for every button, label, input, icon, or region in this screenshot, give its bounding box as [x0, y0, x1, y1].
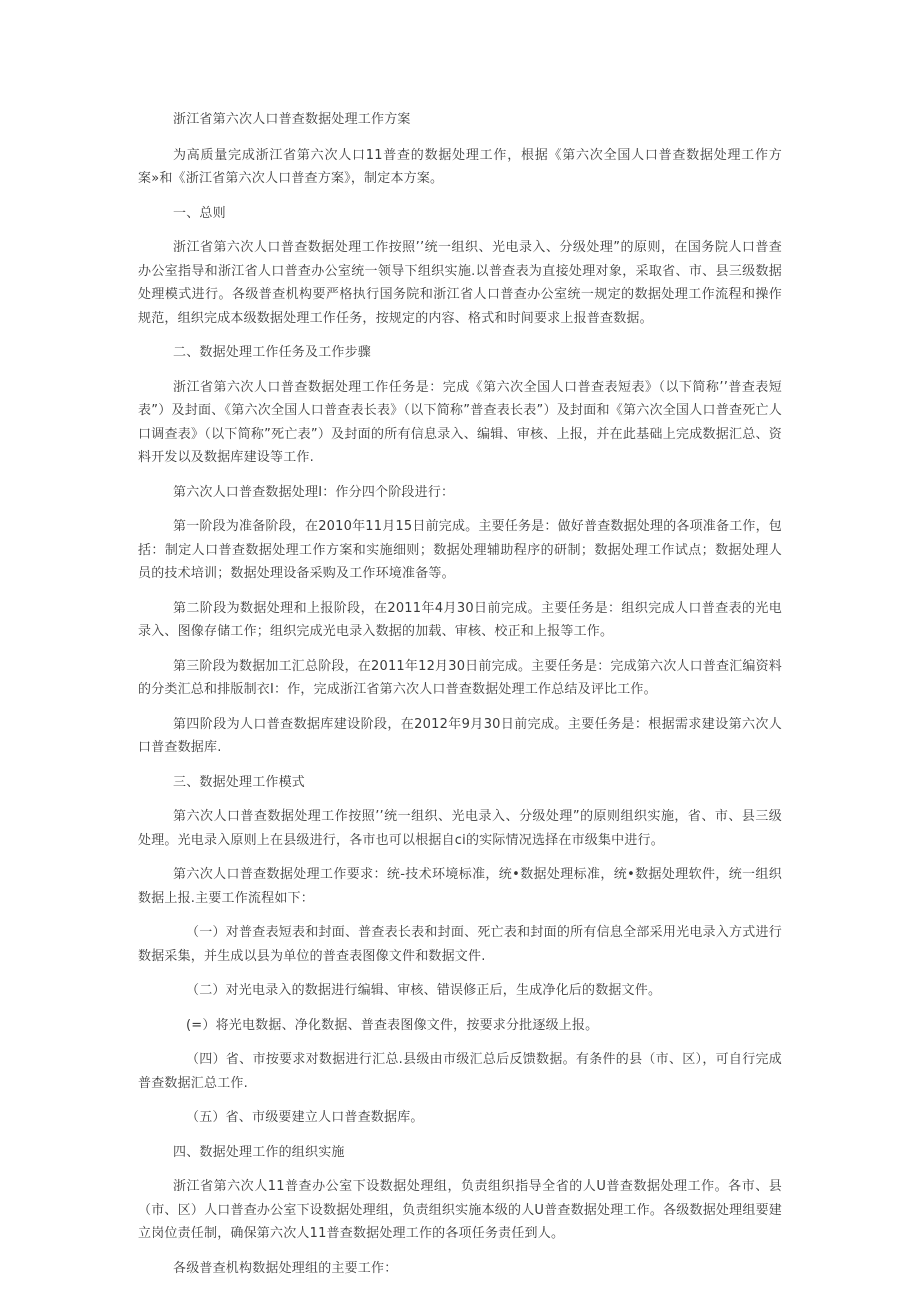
intro-paragraph: 为高质量完成浙江省第六次人口11普查的数据处理工作，根据《第六次全国人口普查数据处理工作方案»和《浙江省第六次人口普查方案》，制定本方案。	[138, 147, 782, 186]
document-page	[138, 108, 782, 1291]
stage-one-paragraph: 第一阶段为准备阶段，在2010年11月15日前完成。主要任务是：做好普查数据处理的各项准备工作，包括：制定人口普查数据处理工作方案和实施细则；数据处理辅助程序的研制；数据处理工作试点；数据处理人员的技术培训；数据处理设备采购及工作环境准备等。	[138, 519, 782, 581]
general-paragraph: 浙江省第六次人口普查数据处理工作按照’’统一组织、光电录入、分级处理”的原则，在国务院人口普查办公室指导和浙江省人口普查办公室统一领导下组织实施.以普查表为直接处理对象，采取省、市、县三级数据处理模式进行。各级普查机构要严格执行国务院和浙江省人口普查办公室统一规定的数据处理工作流程和操作规范，组织完成本级数据处理工作任务，按规定的内容、格式和时间要求上报普查数据。	[138, 240, 782, 326]
mode-paragraph: 第六次人口普查数据处理工作按照’’统一组织、光电录入、分级处理”的原则组织实施，省、市、县三级处理。光电录入原则上在县级进行，各市也可以根据自ci的实际情况选择在市级集中进行。	[138, 809, 782, 848]
tasks-paragraph: 浙江省第六次人口普查数据处理工作任务是：完成《第六次全国人口普查表短表》（以下简称’’普查表短表”）及封面、《第六次全国人口普查表长表》（以下简称”普查表长表”）及封面和《第六次全国人口普查死亡人口调查表》（以下简称”死亡表”）及封面的所有信息录入、编辑、审核、上报，并在此基础上完成数据汇总、资料开发以及数据库建设等工作.	[138, 379, 782, 465]
list-item-four: （四）省、市按要求对数据进行汇总.县级由市级汇总后反馈数据。有条件的县（市、区），可自行完成普查数据汇总工作.	[138, 1052, 782, 1091]
section-heading-mode: 三、数据处理工作模式	[173, 774, 306, 790]
document-title: 浙江省第六次人口普查数据处理工作方案	[173, 112, 411, 127]
list-item-five: （五）省、市级要建立人口普查数据库。	[186, 1110, 424, 1125]
main-work-paragraph: 各级普查机构数据处理组的主要工作：	[173, 1260, 398, 1276]
requirements-paragraph: 第六次人口普查数据处理工作要求：统-技术环境标准，统•数据处理标准，统•数据处理软件，统一组织数据上报.主要工作流程如下：	[138, 867, 782, 906]
stage-three-paragraph: 第三阶段为数据加工汇总阶段，在2011年12月30日前完成。主要任务是：完成第六次人口普查汇编资料的分类汇总和排版制衣I：作，完成浙江省第六次人口普查数据处理工作总结及评比工作。	[138, 658, 782, 697]
list-item-three: (=）将光电数据、净化数据、普查表图像文件，按要求分批逐级上报。	[186, 1017, 599, 1033]
stages-intro-paragraph: 第六次人口普查数据处理I：作分四个阶段进行：	[173, 484, 455, 500]
section-heading-general: 一、总则	[173, 205, 226, 221]
list-item-one: （一）对普查表短表和封面、普查表长表和封面、死亡表和封面的所有信息全部采用光电录入方式进行数据采集，并生成以县为单位的普查表图像文件和数据文件.	[138, 925, 782, 964]
organization-paragraph: 浙江省第六次人11普查办公室下设数据处理组，负责组织指导全省的人U普查数据处理工作。各市、县（市、区）人口普查办公室下设数据处理组，负责组织实施本级的人U普查数据处理工作。各级数据处理组要建立岗位责任制，确保第六次人11普查数据处理工作的各项任务责任到人。	[138, 1179, 782, 1241]
stage-four-paragraph: 第四阶段为人口普查数据库建设阶段，在2012年9月30日前完成。主要任务是：根据需求建设第六次人口普查数据库.	[138, 716, 782, 755]
stage-two-paragraph: 第二阶段为数据处理和上报阶段，在2011年4月30日前完成。主要任务是：组织完成人口普查表的光电录入、图像存储工作；组织完成光电录入数据的加载、审核、校正和上报等工作。	[138, 600, 782, 639]
section-heading-tasks: 二、数据处理工作任务及工作步骤	[173, 345, 372, 360]
list-item-two: （二）对光电录入的数据进行编辑、审核、错误修正后，生成净化后的数据文件。	[186, 983, 662, 998]
section-heading-organization: 四、数据处理工作的组织实施	[173, 1144, 345, 1160]
